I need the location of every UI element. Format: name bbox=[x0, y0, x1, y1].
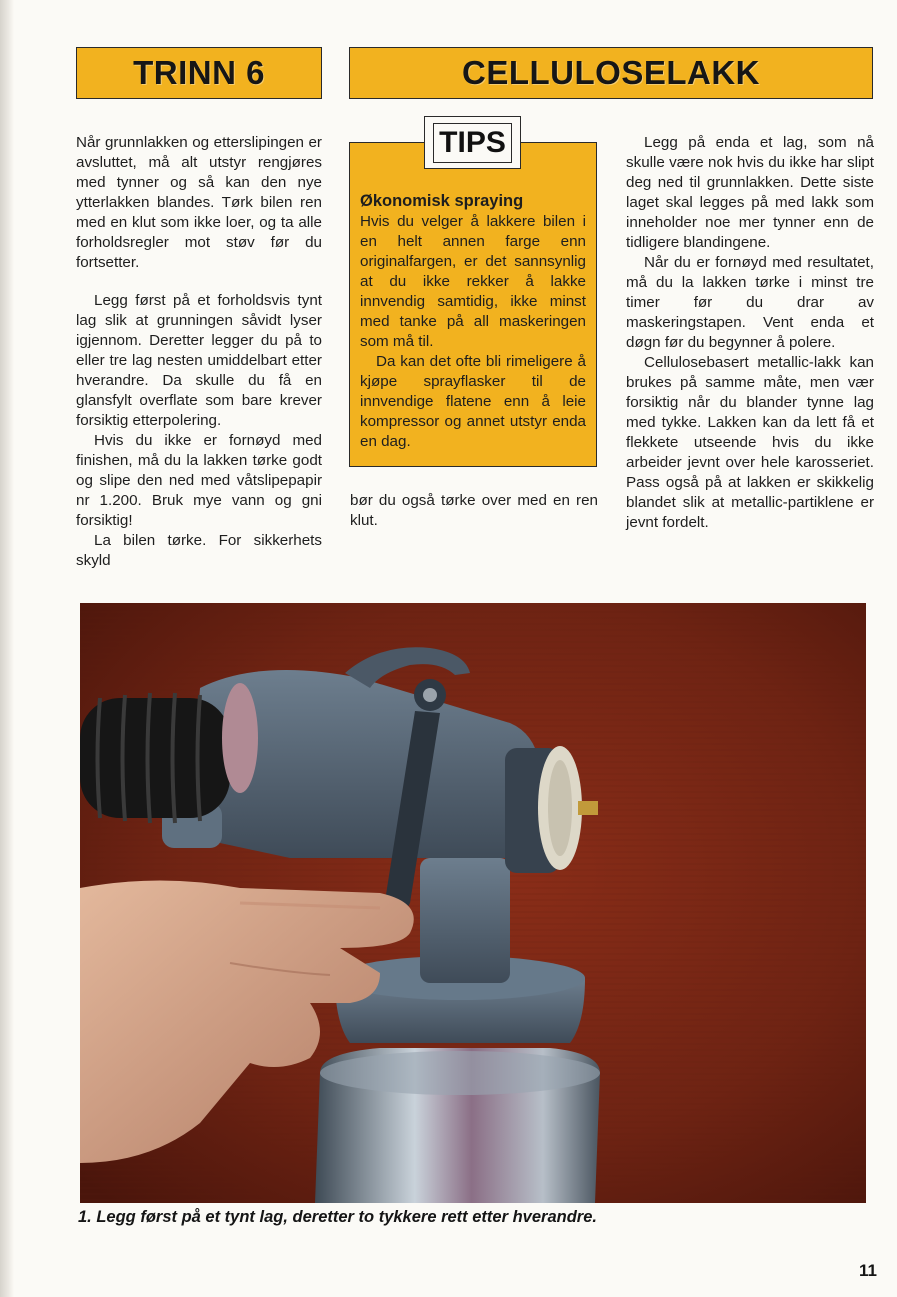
tips-label bbox=[424, 116, 521, 169]
text-column-3 bbox=[626, 133, 874, 533]
paragraph: Hvis du ikke er fornøyd med finishen, må du la lakken tørke godt og slipe den ned med våtslipepapir nr 1.200. Bruk mye vann og gni forsiktig! bbox=[76, 432, 322, 529]
section-header-topic: CELLULOSELAKK bbox=[349, 47, 873, 99]
paragraph: Når grunnlakken og etterslipingen er avsluttet, må alt utstyr rengjøres med tynner og så kan den nye ytterlakken blandes. Tørk bilen ren med en klut som ikke loer, og ta alle forholdsregler mot støv før du fortsetter. bbox=[76, 134, 322, 271]
photo-caption: 1. Legg først på et tynt lag, deretter to tykkere rett etter hverandre. bbox=[78, 1208, 597, 1226]
paragraph: Legg først på et forholdsvis tynt lag slik at grunningen såvidt lyser igjennom. Deretter legger du på to eller tre lag nesten umiddelbart etter hverandre. Da skulle du få en glansfylt overflate som bare krever forsiktig etterpolering. bbox=[76, 292, 322, 429]
paragraph: Cellulosebasert metallic-lakk kan brukes på samme måte, men vær forsiktig når du blander tynne lag med tykke. Lakken kan da lett få et flekkete utseende hvis du ikke arbeider jevnt over hele karosseriet. Pass også på at lakken er skikkelig blandet slik at metallic-partiklene er jevnt fordelt. bbox=[626, 354, 874, 531]
tips-content bbox=[360, 191, 586, 452]
paragraph: Legg på enda et lag, som nå skulle være nok hvis du ikke har slipt deg ned til grunnlakken. Dette siste laget skal legges på med lakk som inneholder noe mer tynner enn de tidligere blandingene. bbox=[626, 134, 874, 251]
paragraph: bør du også tørke over med en ren klut. bbox=[350, 492, 598, 529]
text-column-2 bbox=[350, 491, 598, 531]
section-header-step: TRINN 6 bbox=[76, 47, 322, 99]
tips-label-text: TIPS bbox=[433, 123, 512, 163]
tips-paragraph: Da kan det ofte bli rimeligere å kjøpe sprayflasker til de innvendige flatene enn å leie kompressor og annet utstyr enda en dag. bbox=[360, 353, 586, 450]
tips-paragraph: Hvis du velger å lakkere bilen i en helt annen farge enn originalfargen, er det sannsynlig at du ikke rekker å lakke innvendig samtidig, ikke minst med tanke på all maskeringen som må til. bbox=[360, 213, 586, 350]
spray-gun-photo bbox=[80, 603, 866, 1203]
page-spine-shadow bbox=[0, 0, 14, 1297]
text-column-1 bbox=[76, 133, 322, 571]
paragraph: Når du er fornøyd med resultatet, må du la lakken tørke i minst tre timer før du drar av maskeringstapen. Vent enda et døgn før du begynner å polere. bbox=[626, 254, 874, 351]
tips-title: Økonomisk spraying bbox=[360, 192, 524, 210]
paragraph: La bilen tørke. For sikkerhets skyld bbox=[76, 532, 322, 569]
page-number: 11 bbox=[859, 1261, 877, 1280]
